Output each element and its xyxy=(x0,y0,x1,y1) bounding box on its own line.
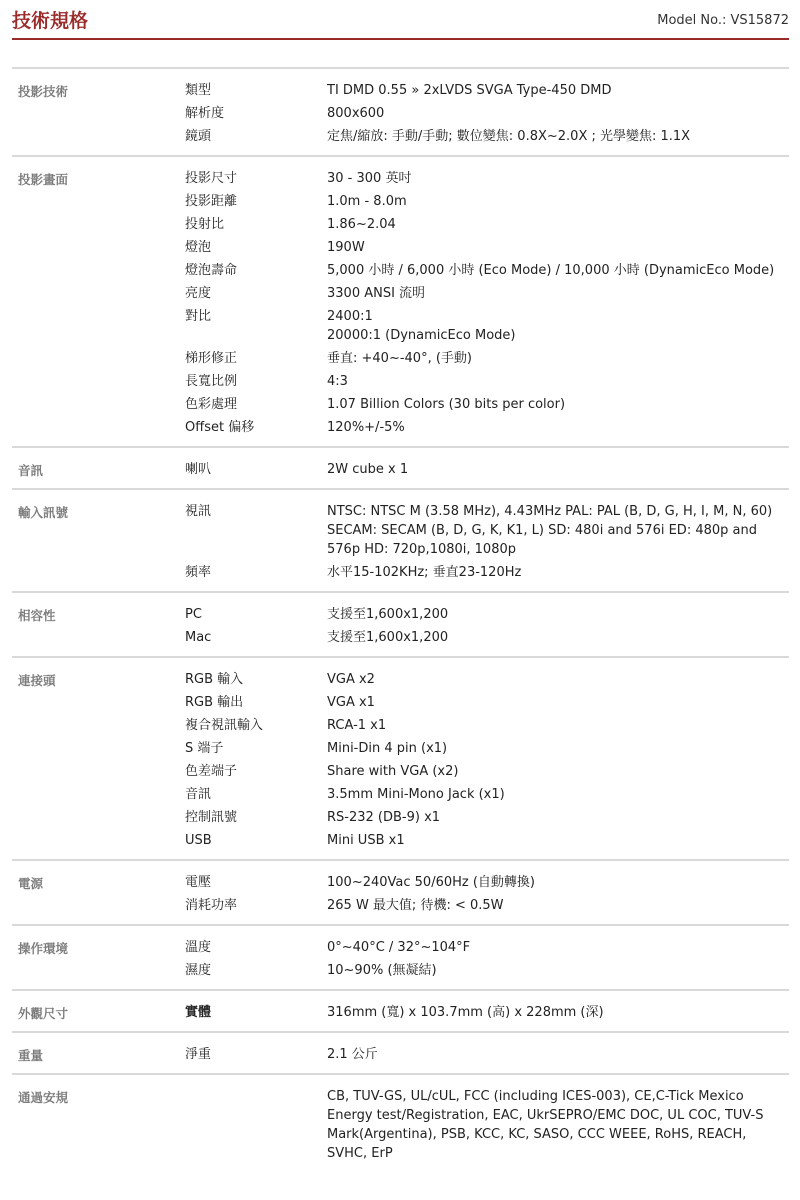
spec-table xyxy=(12,67,789,1172)
spec-row xyxy=(12,502,789,559)
spec-value xyxy=(327,1003,782,1022)
spec-label: 視訊 xyxy=(185,504,212,519)
spec-section xyxy=(12,155,789,446)
spec-row xyxy=(12,808,789,827)
spec-value xyxy=(327,873,782,892)
spec-row xyxy=(12,238,789,257)
spec-value xyxy=(327,716,782,735)
spec-value xyxy=(327,238,782,257)
spec-value xyxy=(327,896,782,915)
spec-value xyxy=(327,785,782,804)
spec-value-line: 2W cube x 1 xyxy=(327,462,409,477)
spec-value xyxy=(327,762,782,781)
spec-value-line: 100~240Vac 50/60Hz (自動轉換) xyxy=(327,875,535,890)
spec-row xyxy=(12,693,789,712)
section-category: 操作環境 xyxy=(18,941,69,956)
section-category: 重量 xyxy=(18,1048,44,1063)
spec-value-line: 水平15-102KHz; 垂直23-120Hz xyxy=(327,565,522,580)
model-number: Model No.: VS15872 xyxy=(657,13,789,28)
spec-label: 投影尺寸 xyxy=(185,171,238,186)
page-title: 技術規格 xyxy=(12,10,89,32)
spec-value xyxy=(327,261,782,280)
spec-row xyxy=(12,670,789,689)
spec-value-line: 3300 ANSI 流明 xyxy=(327,286,426,301)
section-category: 投影畫面 xyxy=(18,172,69,187)
spec-label: 淨重 xyxy=(185,1047,212,1062)
spec-label xyxy=(185,1087,327,1163)
spec-value xyxy=(327,81,782,100)
spec-row xyxy=(12,395,789,414)
spec-value-line: 1.0m - 8.0m xyxy=(327,194,407,209)
page-header xyxy=(12,0,789,40)
spec-value xyxy=(327,284,782,303)
spec-value-line: Energy test/Registration, EAC, UkrSEPRO/EMC DOC, UL COC, TUV-S xyxy=(327,1108,764,1123)
spec-label: Mac xyxy=(185,630,212,645)
spec-value xyxy=(327,372,782,391)
spec-value-line: TI DMD 0.55 » 2xLVDS SVGA Type-450 DMD xyxy=(327,83,612,98)
spec-label: 色差端子 xyxy=(185,764,238,779)
spec-label: 燈泡壽命 xyxy=(185,263,238,278)
spec-row xyxy=(12,785,789,804)
spec-section xyxy=(12,591,789,656)
spec-row xyxy=(12,104,789,123)
spec-label: 類型 xyxy=(185,83,212,98)
spec-value-line: SECAM: SECAM (B, D, G, K, K1, L) SD: 480i and 576i ED: 480p and xyxy=(327,523,757,538)
spec-label: 頻率 xyxy=(185,565,212,580)
spec-label: Offset 偏移 xyxy=(185,420,255,435)
spec-value xyxy=(327,1087,782,1163)
spec-value xyxy=(327,169,782,188)
spec-value-line: RS-232 (DB-9) x1 xyxy=(327,810,441,825)
section-category: 連接頭 xyxy=(18,673,56,688)
spec-row xyxy=(12,873,789,892)
spec-value xyxy=(327,670,782,689)
spec-value xyxy=(327,349,782,368)
spec-row xyxy=(12,81,789,100)
spec-row xyxy=(12,284,789,303)
spec-row xyxy=(12,261,789,280)
spec-row xyxy=(12,563,789,582)
spec-label: 鏡頭 xyxy=(185,129,212,144)
spec-row xyxy=(12,961,789,980)
spec-section xyxy=(12,1073,789,1172)
spec-value xyxy=(327,104,782,123)
spec-value-line: 3.5mm Mini-Mono Jack (x1) xyxy=(327,787,505,802)
spec-value-line: Mini-Din 4 pin (x1) xyxy=(327,741,448,756)
spec-label: 投射比 xyxy=(185,217,225,232)
spec-label: S 端子 xyxy=(185,741,224,756)
spec-row xyxy=(12,762,789,781)
spec-label: 消耗功率 xyxy=(185,898,238,913)
spec-value xyxy=(327,693,782,712)
spec-value xyxy=(327,127,782,146)
spec-label: 音訊 xyxy=(185,787,212,802)
spec-row xyxy=(12,349,789,368)
spec-section xyxy=(12,488,789,591)
spec-row xyxy=(12,215,789,234)
spec-row xyxy=(12,127,789,146)
spec-row xyxy=(12,169,789,188)
spec-row xyxy=(12,372,789,391)
spec-value-line: 0°~40°C / 32°~104°F xyxy=(327,940,471,955)
spec-label: 解析度 xyxy=(185,106,225,121)
spec-value-line: 190W xyxy=(327,240,365,255)
spec-row xyxy=(12,307,789,345)
spec-value xyxy=(327,605,782,624)
spec-label: RGB 輸出 xyxy=(185,695,244,710)
spec-value xyxy=(327,215,782,234)
spec-value-line: 20000:1 (DynamicEco Mode) xyxy=(327,328,516,343)
spec-label: 濕度 xyxy=(185,963,212,978)
spec-value xyxy=(327,739,782,758)
spec-value-line: 800x600 xyxy=(327,106,385,121)
spec-value-line: 265 W 最大值; 待機: < 0.5W xyxy=(327,898,504,913)
spec-row xyxy=(12,628,789,647)
spec-value-line: 30 - 300 英吋 xyxy=(327,171,412,186)
section-category: 音訊 xyxy=(18,463,44,478)
spec-value-line: NTSC: NTSC M (3.58 MHz), 4.43MHz PAL: PAL (B, D, G, H, I, M, N, 60) xyxy=(327,504,773,519)
spec-label: 複合視訊輸入 xyxy=(185,718,264,733)
spec-row xyxy=(12,460,789,479)
spec-value xyxy=(327,307,782,345)
spec-value xyxy=(327,938,782,957)
spec-value-line: RCA-1 x1 xyxy=(327,718,387,733)
spec-section xyxy=(12,446,789,488)
spec-value-line: CB, TUV-GS, UL/cUL, FCC (including ICES-003), CE,C-Tick Mexico xyxy=(327,1089,744,1104)
spec-value xyxy=(327,395,782,414)
spec-value-line: 2.1 公斤 xyxy=(327,1047,378,1062)
spec-row xyxy=(12,418,789,437)
spec-row xyxy=(12,192,789,211)
spec-value xyxy=(327,1045,782,1064)
spec-label: 控制訊號 xyxy=(185,810,238,825)
spec-value-line: 120%+/-5% xyxy=(327,420,405,435)
spec-section xyxy=(12,924,789,989)
spec-label: 燈泡 xyxy=(185,240,212,255)
spec-value-line: VGA x2 xyxy=(327,672,375,687)
spec-value-line: 576p HD: 720p,1080i, 1080p xyxy=(327,542,516,557)
spec-row xyxy=(12,1087,789,1163)
spec-label: 對比 xyxy=(185,309,212,324)
section-category: 電源 xyxy=(18,876,44,891)
spec-value-line: 2400:1 xyxy=(327,309,373,324)
spec-label: 實體 xyxy=(185,1005,212,1020)
spec-label: 長寬比例 xyxy=(185,374,238,389)
spec-value-line: 4:3 xyxy=(327,374,348,389)
section-category: 相容性 xyxy=(18,608,56,623)
spec-value-line: Mini USB x1 xyxy=(327,833,405,848)
spec-section xyxy=(12,656,789,859)
spec-row xyxy=(12,1045,789,1064)
spec-label: USB xyxy=(185,833,212,848)
spec-section xyxy=(12,989,789,1031)
spec-value-line: Share with VGA (x2) xyxy=(327,764,459,779)
spec-row xyxy=(12,716,789,735)
spec-label: PC xyxy=(185,607,202,622)
section-category: 外觀尺寸 xyxy=(18,1006,69,1021)
spec-value-line: 316mm (寬) x 103.7mm (高) x 228mm (深) xyxy=(327,1005,604,1020)
spec-value xyxy=(327,831,782,850)
spec-label: 溫度 xyxy=(185,940,212,955)
spec-row xyxy=(12,938,789,957)
spec-value xyxy=(327,418,782,437)
spec-row xyxy=(12,1003,789,1022)
spec-value xyxy=(327,502,782,559)
spec-value-line: 10~90% (無凝結) xyxy=(327,963,437,978)
spec-value xyxy=(327,460,782,479)
spec-value-line: 垂直: +40~-40°, (手動) xyxy=(327,351,472,366)
section-category: 通過安規 xyxy=(18,1090,69,1105)
spec-value xyxy=(327,961,782,980)
spec-value-line: SVHC, ErP xyxy=(327,1146,393,1161)
spec-label: RGB 輸入 xyxy=(185,672,244,687)
spec-value-line: Mark(Argentina), PSB, KCC, KC, SASO, CCC WEEE, RoHS, REACH, xyxy=(327,1127,747,1142)
spec-value xyxy=(327,808,782,827)
spec-value-line: 1.07 Billion Colors (30 bits per color) xyxy=(327,397,566,412)
spec-label: 電壓 xyxy=(185,875,212,890)
spec-value-line: 1.86~2.04 xyxy=(327,217,396,232)
spec-label: 色彩處理 xyxy=(185,397,238,412)
spec-section xyxy=(12,859,789,924)
spec-row xyxy=(12,831,789,850)
spec-row xyxy=(12,896,789,915)
spec-value-line: 定焦/縮放: 手動/手動; 數位變焦: 0.8X~2.0X ; 光學變焦: 1.1X xyxy=(327,129,691,144)
spec-value xyxy=(327,192,782,211)
spec-row xyxy=(12,605,789,624)
spec-value-line: VGA x1 xyxy=(327,695,375,710)
spec-label: 投影距離 xyxy=(185,194,238,209)
spec-section xyxy=(12,67,789,155)
spec-value xyxy=(327,628,782,647)
spec-section xyxy=(12,1031,789,1073)
spec-label: 亮度 xyxy=(185,286,212,301)
section-category: 輸入訊號 xyxy=(18,505,69,520)
spec-row xyxy=(12,739,789,758)
spec-value-line: 5,000 小時 / 6,000 小時 (Eco Mode) / 10,000 小時 (DynamicEco Mode) xyxy=(327,263,775,278)
spec-value-line: 支援至1,600x1,200 xyxy=(327,630,449,645)
spec-label: 梯形修正 xyxy=(185,351,238,366)
spec-value-line: 支援至1,600x1,200 xyxy=(327,607,449,622)
section-category: 投影技術 xyxy=(18,84,69,99)
spec-label: 喇叭 xyxy=(185,462,212,477)
spec-value xyxy=(327,563,782,582)
